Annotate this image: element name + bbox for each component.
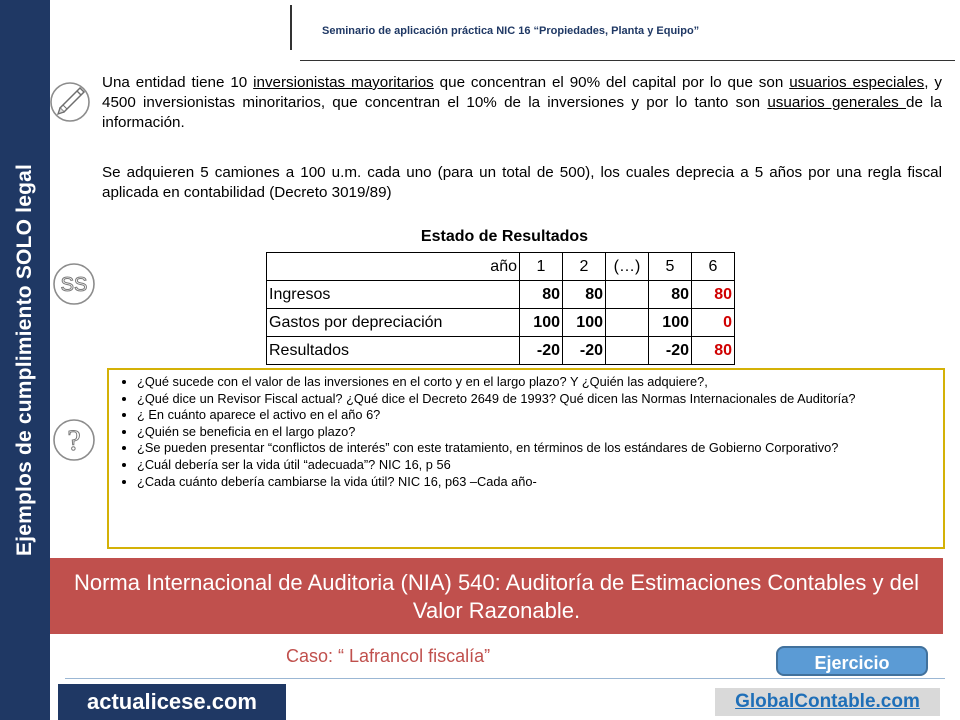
table-cell: -20 xyxy=(563,337,606,365)
table-row xyxy=(267,337,735,365)
table-cell xyxy=(606,309,649,337)
table-cell: 100 xyxy=(520,309,563,337)
footer-divider xyxy=(65,678,945,679)
table-cell: 100 xyxy=(563,309,606,337)
sidebar-label: Ejemplos de cumplimiento SOLO legal xyxy=(13,163,36,557)
table-cell: -20 xyxy=(520,337,563,365)
table-row xyxy=(267,309,735,337)
table-header-row xyxy=(267,253,735,281)
question-item: • ¿Se pueden presentar “conflictos de interés” con este tratamiento, en términos de los estándares de Gobierno Corporativo? xyxy=(137,440,933,457)
slide-title: Seminario de aplicación práctica NIC 16 “Propiedades, Planta y Equipo” xyxy=(322,25,700,37)
table-header-cell: 1 xyxy=(520,253,563,281)
nia-540-banner: Norma Internacional de Auditoria (NIA) 540: Auditoría de Estimaciones Contables y del Valor Razonable. xyxy=(50,558,943,634)
svg-text:?: ? xyxy=(67,424,81,457)
table-header-cell: 5 xyxy=(649,253,692,281)
table-header-cell: 6 xyxy=(692,253,735,281)
table-cell: 100 xyxy=(649,309,692,337)
income-statement-title: Estado de Resultados xyxy=(420,228,589,245)
globalcontable-link[interactable]: GlobalContable.com xyxy=(715,688,940,716)
table-cell: 0 xyxy=(692,309,735,337)
header-divider-vertical xyxy=(290,5,292,50)
question-item: • ¿Cuál debería ser la vida útil “adecuada”? NIC 16, p 56 xyxy=(137,457,933,474)
table-header-cell: 2 xyxy=(563,253,606,281)
table-cell: 80 xyxy=(563,281,606,309)
table-header-label: año xyxy=(267,253,520,281)
table-cell: 80 xyxy=(692,281,735,309)
case-label: Caso: “ Lafrancol fiscalía” xyxy=(286,646,491,666)
exercise-button[interactable]: Ejercicio xyxy=(776,646,928,676)
income-statement-table xyxy=(266,252,735,365)
case-paragraph-investors: Una entidad tiene 10 inversionistas mayoritarios que concentran el 90% del capital por lo que son usuarios especiales, y 4500 inversionistas minoritarios, que concentran el 10% de la inversiones y por lo tanto son usuarios generales de la información. xyxy=(102,74,942,131)
pencil-note-icon xyxy=(48,78,96,126)
svg-text:SS: SS xyxy=(60,274,88,296)
table-cell: 80 xyxy=(692,337,735,365)
question-item: • ¿Cada cuánto debería cambiarse la vida útil? NIC 16, p63 –Cada año- xyxy=(137,474,933,491)
row-label: Gastos por depreciación xyxy=(267,309,520,337)
sidebar xyxy=(0,0,50,720)
question-item: • ¿Qué sucede con el valor de las inversiones en el corto y en el largo plazo? Y ¿Quién las adquiere?, xyxy=(137,374,933,391)
actualicese-logo: actualicese.com xyxy=(58,684,286,720)
questions-box xyxy=(107,368,945,549)
questions-list xyxy=(121,374,933,490)
row-label: Resultados xyxy=(267,337,520,365)
table-cell xyxy=(606,281,649,309)
question-item: • ¿ En cuánto aparece el activo en el año 6? xyxy=(137,407,933,424)
question-item: • ¿Quién se beneficia en el largo plazo? xyxy=(137,424,933,441)
table-cell: 80 xyxy=(520,281,563,309)
row-label: Ingresos xyxy=(267,281,520,309)
table-cell: -20 xyxy=(649,337,692,365)
ss-icon xyxy=(50,260,98,308)
question-mark-icon xyxy=(50,416,98,464)
question-item: • ¿Qué dice un Revisor Fiscal actual? ¿Qué dice el Decreto 2649 de 1993? Qué dicen las Normas Internacionales de Auditoría? xyxy=(137,391,933,408)
table-header-cell: (…) xyxy=(606,253,649,281)
table-cell: 80 xyxy=(649,281,692,309)
case-paragraph-trucks: Se adquieren 5 camiones a 100 u.m. cada uno (para un total de 500), los cuales deprecia a 5 años por una regla fiscal aplicada en contabilidad (Decreto 3019/89) xyxy=(102,164,942,201)
header-divider-horizontal xyxy=(300,60,955,61)
table-cell xyxy=(606,337,649,365)
table-row xyxy=(267,281,735,309)
